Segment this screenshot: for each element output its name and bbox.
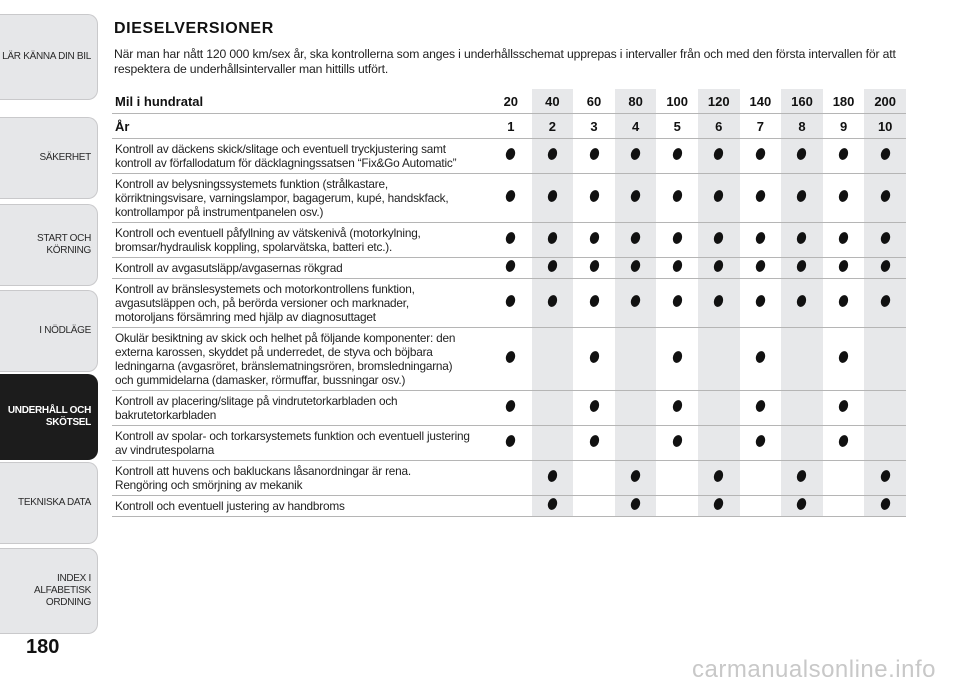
page-number: 180 [26,636,60,658]
nav-tab-label [37,233,91,257]
interval-cell [656,426,698,461]
check-dot-icon [796,497,808,511]
miles-header-label: Mil i hundratal [112,89,490,114]
check-dot-icon [505,434,517,448]
check-dot-icon [879,469,891,483]
interval-cell [573,223,615,258]
check-dot-icon [754,147,766,161]
nav-tab-label-line: ORDNING [45,597,91,608]
interval-cell [656,391,698,426]
nav-tab-label [18,497,91,509]
check-description-line: av vindrutespolarna [115,443,215,457]
nav-tab-label-line: UNDERHÅLL OCH [7,405,91,416]
interval-cell [864,426,906,461]
check-description [112,426,490,461]
miles-header-cell: 100 [656,89,698,114]
check-description-line: Kontroll av belysningssystemets funktion (strålkastare, [115,177,388,191]
years-header-cell: 8 [781,114,823,139]
check-dot-icon [837,350,849,364]
interval-cell [823,496,865,517]
interval-cell [740,461,782,496]
years-header-row [112,114,906,139]
table-row [112,223,906,258]
check-description-line: Rengöring och smörjning av mekanik [115,478,303,492]
interval-cell [573,426,615,461]
check-dot-icon [837,434,849,448]
interval-cell [532,279,574,328]
interval-cell [781,139,823,174]
check-dot-icon [713,469,725,483]
check-dot-icon [837,189,849,203]
interval-cell [740,139,782,174]
table-row [112,461,906,496]
years-header-cell: 5 [656,114,698,139]
nav-tab-1[interactable] [0,14,98,100]
table-row [112,426,906,461]
miles-header-cell: 60 [573,89,615,114]
interval-cell [656,496,698,517]
interval-cell [864,328,906,391]
check-dot-icon [713,189,725,203]
interval-cell [740,496,782,517]
interval-cell [490,426,532,461]
interval-cell [781,174,823,223]
interval-cell [490,328,532,391]
interval-cell [823,426,865,461]
check-dot-icon [879,497,891,511]
interval-cell [490,139,532,174]
check-description-line: och gummidelarna (damasker, rörmuffar, bussningar osv.) [115,373,406,387]
check-dot-icon [713,147,725,161]
years-header-cell: 7 [740,114,782,139]
years-header-cell: 6 [698,114,740,139]
interval-cell [490,223,532,258]
check-dot-icon [754,294,766,308]
table-row [112,258,906,279]
check-description-line: ledningarna (avgasröret, bränslematningsrören, bromsledningarna) [115,359,453,373]
check-dot-icon [629,259,641,273]
check-dot-icon [837,399,849,413]
miles-header-cell: 120 [698,89,740,114]
check-dot-icon [505,189,517,203]
check-description [112,258,490,279]
check-dot-icon [588,147,600,161]
interval-cell [532,258,574,279]
check-description-line: motoroljans försämring med hjälp av diagnosuttaget [115,310,376,324]
check-dot-icon [837,259,849,273]
check-dot-icon [879,294,891,308]
check-description-line: bromsar/hydraulisk koppling, spolarvätska, batteri etc.). [115,240,393,254]
miles-header-cell: 160 [781,89,823,114]
check-description-line: Kontroll av däckens skick/slitage och eventuell tryckjustering samt [115,142,446,156]
check-description-line: Kontroll och eventuell påfyllning av vätskenivå (motorkylning, [115,226,421,240]
interval-cell [532,426,574,461]
interval-cell [656,258,698,279]
interval-cell [698,461,740,496]
check-dot-icon [629,231,641,245]
nav-tab-3[interactable] [0,204,98,286]
check-description-line: Kontroll och eventuell justering av handbroms [115,499,345,513]
interval-cell [615,223,657,258]
interval-cell [781,223,823,258]
check-dot-icon [505,399,517,413]
check-dot-icon [713,259,725,273]
interval-cell [781,328,823,391]
check-dot-icon [837,294,849,308]
interval-cell [532,496,574,517]
years-header-cell: 4 [615,114,657,139]
nav-tab-label-line: SKÖTSEL [45,417,91,428]
interval-cell [698,328,740,391]
table-row [112,328,906,391]
interval-cell [740,258,782,279]
interval-cell [823,391,865,426]
check-dot-icon [546,469,558,483]
interval-cell [823,279,865,328]
nav-tab-label-line: LÄR KÄNNA DIN BIL [2,51,91,62]
check-dot-icon [713,294,725,308]
interval-cell [490,461,532,496]
check-dot-icon [546,259,558,273]
miles-header-cell: 200 [864,89,906,114]
interval-cell [615,426,657,461]
check-dot-icon [588,294,600,308]
interval-cell [490,258,532,279]
check-description [112,174,490,223]
interval-cell [823,139,865,174]
check-description-line: Kontroll av avgasutsläpp/avgasernas rökgrad [115,261,343,275]
section-title: DIESELVERSIONER [114,20,274,37]
interval-cell [698,258,740,279]
check-dot-icon [796,294,808,308]
intro-text: När man har nått 120 000 km/sex år, ska kontrollerna som anges i underhållsschemat upprepas i intervaller från och med den första intervallen för att respektera de underhållsintervaller man hittills utfört. [114,47,896,76]
interval-cell [698,223,740,258]
interval-cell [615,139,657,174]
check-dot-icon [588,189,600,203]
interval-cell [864,391,906,426]
nav-tab-label-line: TEKNISKA DATA [18,497,91,508]
years-header-cell: 2 [532,114,574,139]
interval-cell [864,174,906,223]
check-dot-icon [505,147,517,161]
interval-cell [781,461,823,496]
check-dot-icon [671,350,683,364]
check-description-line: Kontroll att huvens och bakluckans låsanordningar är rena. [115,464,411,478]
table-row [112,139,906,174]
interval-cell [573,328,615,391]
check-description [112,496,490,517]
check-dot-icon [671,231,683,245]
interval-cell [532,391,574,426]
table-row [112,174,906,223]
table-row [112,391,906,426]
nav-tab-7[interactable] [0,548,98,634]
nav-tab-5[interactable] [0,374,98,460]
miles-header-cell: 40 [532,89,574,114]
check-dot-icon [754,259,766,273]
interval-cell [698,391,740,426]
nav-tab-label [39,152,91,164]
check-dot-icon [629,147,641,161]
interval-cell [573,461,615,496]
check-dot-icon [588,434,600,448]
check-description [112,328,490,391]
check-dot-icon [588,350,600,364]
interval-cell [490,174,532,223]
miles-header-cell: 80 [615,89,657,114]
interval-cell [490,279,532,328]
interval-cell [573,496,615,517]
interval-cell [740,223,782,258]
interval-cell [490,391,532,426]
check-dot-icon [546,294,558,308]
interval-cell [532,461,574,496]
check-dot-icon [879,259,891,273]
interval-cell [573,279,615,328]
interval-cell [698,279,740,328]
interval-cell [781,496,823,517]
interval-cell [490,496,532,517]
nav-tab-label-line: SÄKERHET [39,152,91,163]
check-dot-icon [588,399,600,413]
nav-tab-label [0,573,91,609]
check-dot-icon [546,231,558,245]
check-description-line: Okulär besiktning av skick och helhet på följande komponenter: den [115,331,456,345]
check-dot-icon [879,147,891,161]
check-dot-icon [837,147,849,161]
check-description [112,461,490,496]
interval-cell [781,391,823,426]
check-dot-icon [796,231,808,245]
interval-cell [615,461,657,496]
years-header-cell: 9 [823,114,865,139]
check-dot-icon [588,231,600,245]
interval-cell [698,496,740,517]
interval-cell [532,223,574,258]
interval-cell [823,328,865,391]
interval-cell [823,223,865,258]
check-description [112,391,490,426]
check-dot-icon [671,189,683,203]
check-dot-icon [629,189,641,203]
interval-cell [656,279,698,328]
interval-cell [615,258,657,279]
interval-cell [698,139,740,174]
check-description-line: kontroll av förfallodatum för däcklagningssatsen “Fix&Go Automatic” [115,156,457,170]
check-dot-icon [796,147,808,161]
miles-header-row [112,89,906,114]
interval-cell [573,391,615,426]
interval-cell [740,328,782,391]
nav-tab-label [39,325,91,337]
nav-tab-label-line: START OCH [37,233,91,244]
check-dot-icon [796,189,808,203]
table-row [112,496,906,517]
check-dot-icon [879,189,891,203]
check-dot-icon [546,497,558,511]
check-description-line: avgasutsläppen och, på berörda versioner och marknader, [115,296,409,310]
interval-cell [656,139,698,174]
check-dot-icon [505,350,517,364]
check-dot-icon [588,259,600,273]
table-body [112,139,906,517]
interval-cell [864,258,906,279]
interval-cell [781,426,823,461]
check-description [112,279,490,328]
nav-tab-4[interactable] [0,290,98,372]
interval-cell [823,258,865,279]
interval-cell [573,174,615,223]
check-dot-icon [629,497,641,511]
years-header-cell: 10 [864,114,906,139]
check-dot-icon [671,434,683,448]
interval-cell [573,139,615,174]
years-header-cell: 1 [490,114,532,139]
check-description-line: bakrutetorkarbladen [115,408,217,422]
interval-cell [740,426,782,461]
check-dot-icon [754,189,766,203]
check-description-line: Kontroll av placering/slitage på vindrutetorkarbladen och [115,394,398,408]
check-dot-icon [879,231,891,245]
check-dot-icon [754,231,766,245]
interval-cell [532,139,574,174]
years-header-cell: 3 [573,114,615,139]
interval-cell [781,258,823,279]
miles-header-cell: 20 [490,89,532,114]
check-dot-icon [796,469,808,483]
miles-header-cell: 140 [740,89,782,114]
nav-tab-2[interactable] [0,117,98,199]
interval-cell [656,461,698,496]
nav-tab-6[interactable] [0,462,98,544]
interval-cell [740,279,782,328]
interval-cell [615,496,657,517]
interval-cell [615,391,657,426]
interval-cell [573,258,615,279]
check-description [112,223,490,258]
interval-cell [864,279,906,328]
interval-cell [656,223,698,258]
interval-cell [823,174,865,223]
interval-cell [823,461,865,496]
interval-cell [615,279,657,328]
check-description-line: Kontroll av bränslesystemets och motorkontrollens funktion, [115,282,415,296]
check-dot-icon [505,294,517,308]
check-description-line: Kontroll av spolar- och torkarsystemets funktion och eventuell justering [115,429,470,443]
check-dot-icon [629,294,641,308]
check-description-line: körriktningsvisare, varningslampor, bagagerum, kupé, handskfack, [115,191,449,205]
check-description-line: kontrollampor på instrumentpanelen osv.) [115,205,324,219]
check-dot-icon [546,147,558,161]
nav-tab-label-line: I NÖDLÄGE [39,325,91,336]
interval-cell [532,174,574,223]
interval-cell [864,223,906,258]
check-dot-icon [713,231,725,245]
check-dot-icon [713,497,725,511]
check-dot-icon [505,231,517,245]
check-dot-icon [796,259,808,273]
nav-tab-label [2,51,91,63]
check-dot-icon [629,469,641,483]
check-dot-icon [837,231,849,245]
interval-cell [656,174,698,223]
check-dot-icon [671,399,683,413]
check-dot-icon [754,399,766,413]
table-row [112,279,906,328]
check-dot-icon [505,259,517,273]
interval-cell [615,174,657,223]
maintenance-schedule-table [112,89,906,517]
interval-cell [698,426,740,461]
check-dot-icon [671,294,683,308]
miles-header-cell: 180 [823,89,865,114]
interval-cell [864,461,906,496]
check-dot-icon [671,147,683,161]
nav-tab-label-line: INDEX I ALFABETISK [33,573,91,596]
interval-cell [740,391,782,426]
interval-cell [698,174,740,223]
interval-cell [532,328,574,391]
check-dot-icon [546,189,558,203]
check-dot-icon [754,350,766,364]
interval-cell [740,174,782,223]
check-dot-icon [671,259,683,273]
watermark: carmanualsonline.info [692,656,936,683]
interval-cell [864,139,906,174]
interval-cell [656,328,698,391]
years-header-label: År [112,114,490,139]
interval-cell [615,328,657,391]
check-description-line: externa karossen, skyddet på underredet, de styva och böjbara [115,345,433,359]
interval-cell [781,279,823,328]
interval-cell [864,496,906,517]
nav-tab-label [8,405,91,429]
check-description [112,139,490,174]
check-dot-icon [754,434,766,448]
nav-tab-label-line: KÖRNING [46,245,91,256]
